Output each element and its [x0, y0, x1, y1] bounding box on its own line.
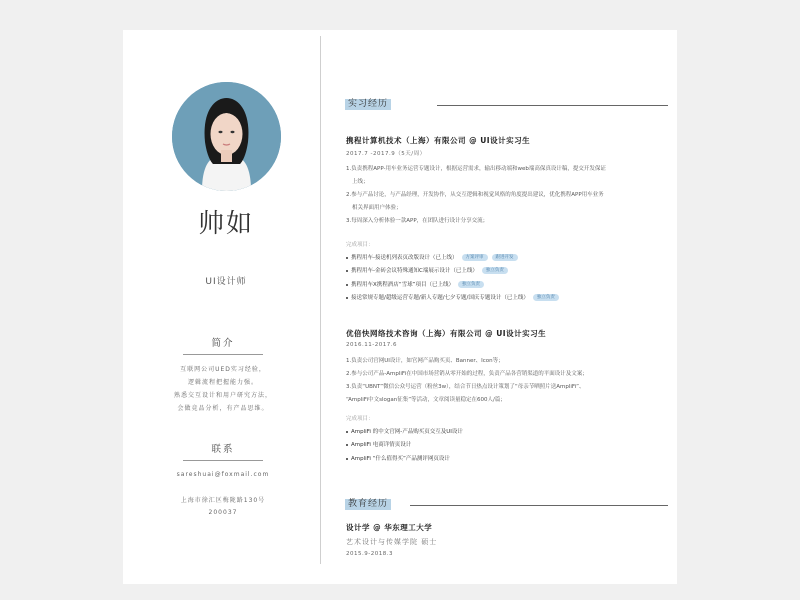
bullet-icon	[346, 270, 348, 272]
education-heading: 教育经历	[345, 499, 391, 510]
contact-email[interactable]: sareshuai@foxmail.com	[176, 471, 270, 478]
project-text: 接送常规专题/超级运营专题/新人专题/七夕专题/国庆专题设计（已上线）	[351, 295, 529, 301]
project-tag: 独立负责	[533, 294, 559, 301]
column-divider	[320, 36, 321, 564]
desc-line: “AmpliFi中文slogan征集”等活动，文章阅读量稳定在600人/篇；	[346, 397, 506, 403]
bullet-icon	[346, 257, 348, 259]
education-school: 设计学 @ 华东理工大学	[346, 523, 433, 532]
project-item	[346, 427, 463, 437]
intro-divider	[183, 354, 263, 355]
desc-line: 1.负责公司官网UI设计，如官网产品购买页、Banner、Icon等；	[346, 358, 504, 364]
desc-line: 相关界面用户体验；	[352, 205, 402, 211]
intro-text	[160, 363, 286, 415]
project-text: AmpliFi “什么值得买”产品测评网页设计	[351, 456, 450, 462]
job-title: 优倍快网络技术咨询（上海）有限公司 @ UI设计实习生	[346, 329, 547, 338]
intro-line: 逻辑流程把握能力强。	[187, 379, 258, 386]
profile-role: UI设计师	[205, 277, 247, 287]
intro-line: 会做竞品分析，有产品思维。	[177, 405, 269, 412]
desc-line: 3.负责“UBNT”微信公众号运营（粉丝3w），结合节日热点设计策划了“母亲节晒照片送AmpliFi”、	[346, 384, 585, 390]
job-description	[346, 355, 646, 407]
desc-line: 2.参与公司产品-AmpliFi在中国市场营销从零开始的过程，负责产品各营销渠道的平面设计及文案；	[346, 371, 588, 377]
intro-line: 互联网公司UED实习经验，	[180, 366, 266, 373]
profile-name: 帅如	[197, 209, 254, 239]
projects-label: 完成项目：	[346, 416, 374, 422]
project-text: 携程用车-接送机列表页改版设计（已上线）	[351, 255, 458, 261]
portrait-image	[172, 82, 281, 191]
job-date: 2017.7 -2017.9（5天/周）	[346, 151, 426, 157]
desc-line: 2.参与产品讨论，与产品经理，开发协作，从交互逻辑和视觉风格的角度提出建议，优化携程APP用车业务	[346, 192, 604, 198]
job-description	[346, 163, 646, 228]
project-tag: 跟进开发	[492, 254, 518, 261]
project-tag: 独立负责	[482, 267, 508, 274]
profile-avatar	[172, 82, 281, 191]
project-item	[346, 280, 484, 290]
desc-line: 3.每周深入分析体验一款APP，在团队进行设计分享交流；	[346, 218, 489, 224]
contact-address: 上海市徐汇区梅陇路130号	[180, 497, 266, 504]
contact-heading: 联系	[211, 444, 235, 455]
project-item	[346, 253, 518, 263]
project-text: 携程用车X携程酒店“雪球”项目（已上线）	[351, 282, 454, 288]
bullet-icon	[346, 284, 348, 286]
education-rule	[410, 505, 668, 506]
bullet-icon	[346, 431, 348, 433]
education-major: 艺术设计与传媒学院 硕士	[346, 538, 438, 546]
desc-line: 1.负责携程APP-用车业务运营专题设计，根据运营需求，输出移动端和web端高保真设计稿，提交开发保证	[346, 166, 606, 172]
desc-line: 上线；	[352, 179, 369, 185]
education-date: 2015.9-2018.3	[346, 551, 393, 557]
contact-divider	[183, 460, 263, 461]
job-title: 携程计算机技术（上海）有限公司 @ UI设计实习生	[346, 136, 531, 145]
project-tag: 独立负责	[458, 281, 484, 288]
project-item	[346, 266, 508, 276]
projects-label: 完成项目：	[346, 242, 374, 248]
bullet-icon	[346, 297, 348, 299]
intro-heading: 简介	[211, 338, 235, 349]
project-item	[346, 293, 559, 303]
project-item	[346, 454, 450, 464]
project-text: AmpliFi 的中文官网-产品购买页交互及UI设计	[351, 429, 463, 435]
intro-line: 熟悉交互设计和用户研究方法，	[173, 392, 272, 399]
project-tag: 方案评审	[462, 254, 488, 261]
internship-heading: 实习经历	[345, 99, 391, 110]
contact-postcode: 200037	[208, 509, 238, 516]
job-date: 2016.11-2017.6	[346, 342, 397, 348]
bullet-icon	[346, 458, 348, 460]
project-item	[346, 440, 411, 450]
internship-rule	[437, 105, 668, 106]
project-text: 携程用车-金砖会议特殊通知C端展示设计（已上线）	[351, 268, 478, 274]
bullet-icon	[346, 444, 348, 446]
project-text: AmpliFi 电商详情页设计	[351, 442, 412, 448]
